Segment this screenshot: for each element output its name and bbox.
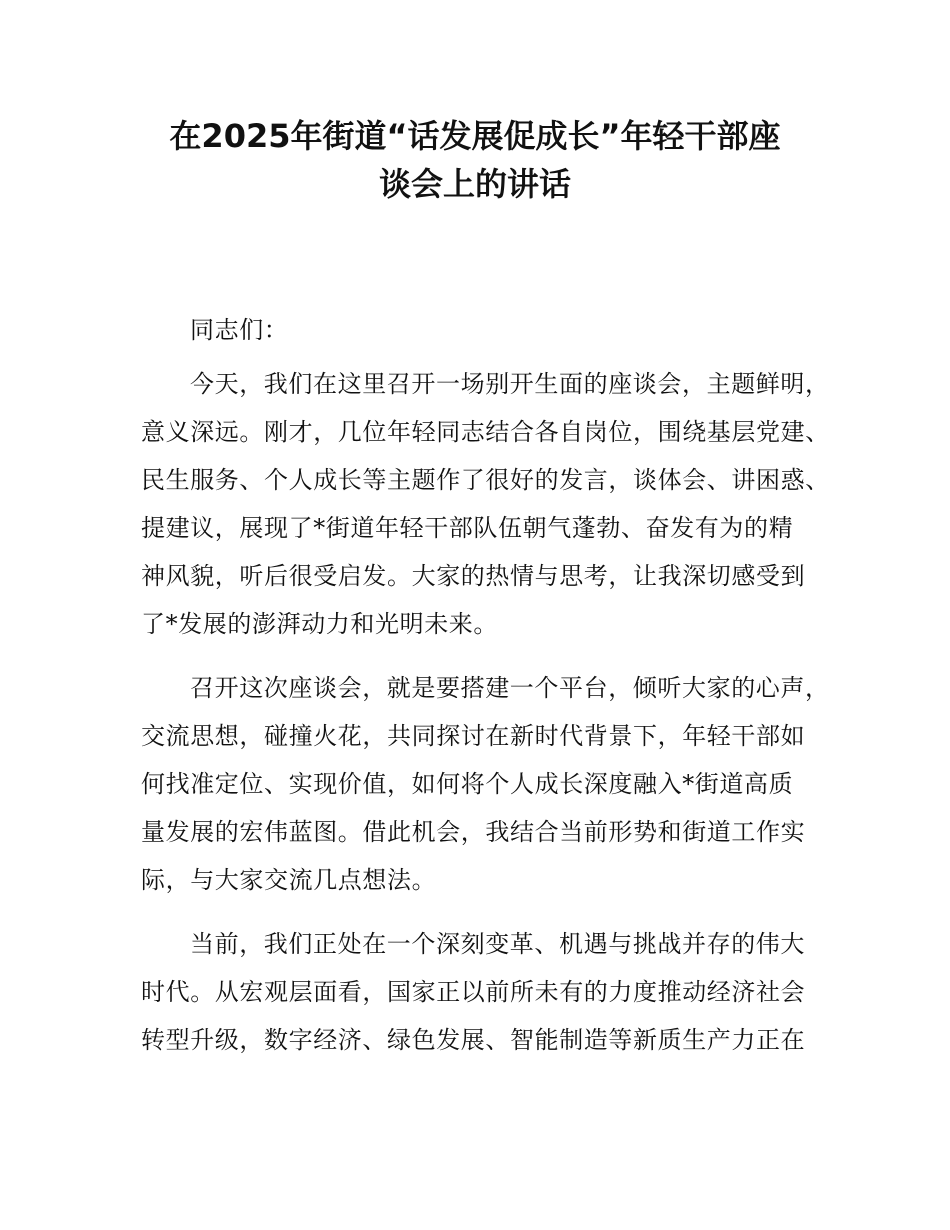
greeting: 同志们： <box>190 316 289 344</box>
paragraph-line: 召开这次座谈会，就是要搭建一个平台，倾听大家的心声， <box>190 674 830 702</box>
paragraph-line: 时代。从宏观层面看，国家正以前所未有的力度推动经济社会 <box>141 978 806 1006</box>
paragraph-line: 民生服务、个人成长等主题作了很好的发言，谈体会、讲困惑、 <box>141 466 830 494</box>
paragraph <box>141 664 841 904</box>
paragraph-line: 意义深远。刚才，几位年轻同志结合各自岗位，围绕基层党建、 <box>141 418 830 446</box>
paragraph-line: 转型升级，数字经济、绿色发展、智能制造等新质生产力正在 <box>141 1026 806 1054</box>
paragraph-line: 当前，我们正处在一个深刻变革、机遇与挑战并存的伟大 <box>190 930 805 958</box>
paragraph-line: 何找准定位、实现价值，如何将个人成长深度融入*街道高质 <box>141 770 794 798</box>
document-title <box>0 112 950 208</box>
title-line-1: 在2025年街道“话发展促成长”年轻干部座 <box>169 117 781 155</box>
paragraph-line: 际，与大家交流几点想法。 <box>141 866 437 894</box>
paragraph-line: 今天，我们在这里召开一场别开生面的座谈会，主题鲜明， <box>190 370 830 398</box>
paragraph-line: 了*发展的澎湃动力和光明未来。 <box>141 610 498 638</box>
title-line-2: 谈会上的讲话 <box>378 165 571 203</box>
paragraph <box>141 920 841 1064</box>
paragraph-line: 交流思想，碰撞火花，共同探讨在新时代背景下，年轻干部如 <box>141 722 806 750</box>
paragraph-line: 提建议，展现了*街道年轻干部队伍朝气蓬勃、奋发有为的精 <box>141 514 794 542</box>
paragraph-line: 神风貌，听后很受启发。大家的热情与思考，让我深切感受到 <box>141 562 806 590</box>
paragraph <box>141 360 841 648</box>
paragraph-line: 量发展的宏伟蓝图。借此机会，我结合当前形势和街道工作实 <box>141 818 806 846</box>
document-body <box>141 306 841 1080</box>
